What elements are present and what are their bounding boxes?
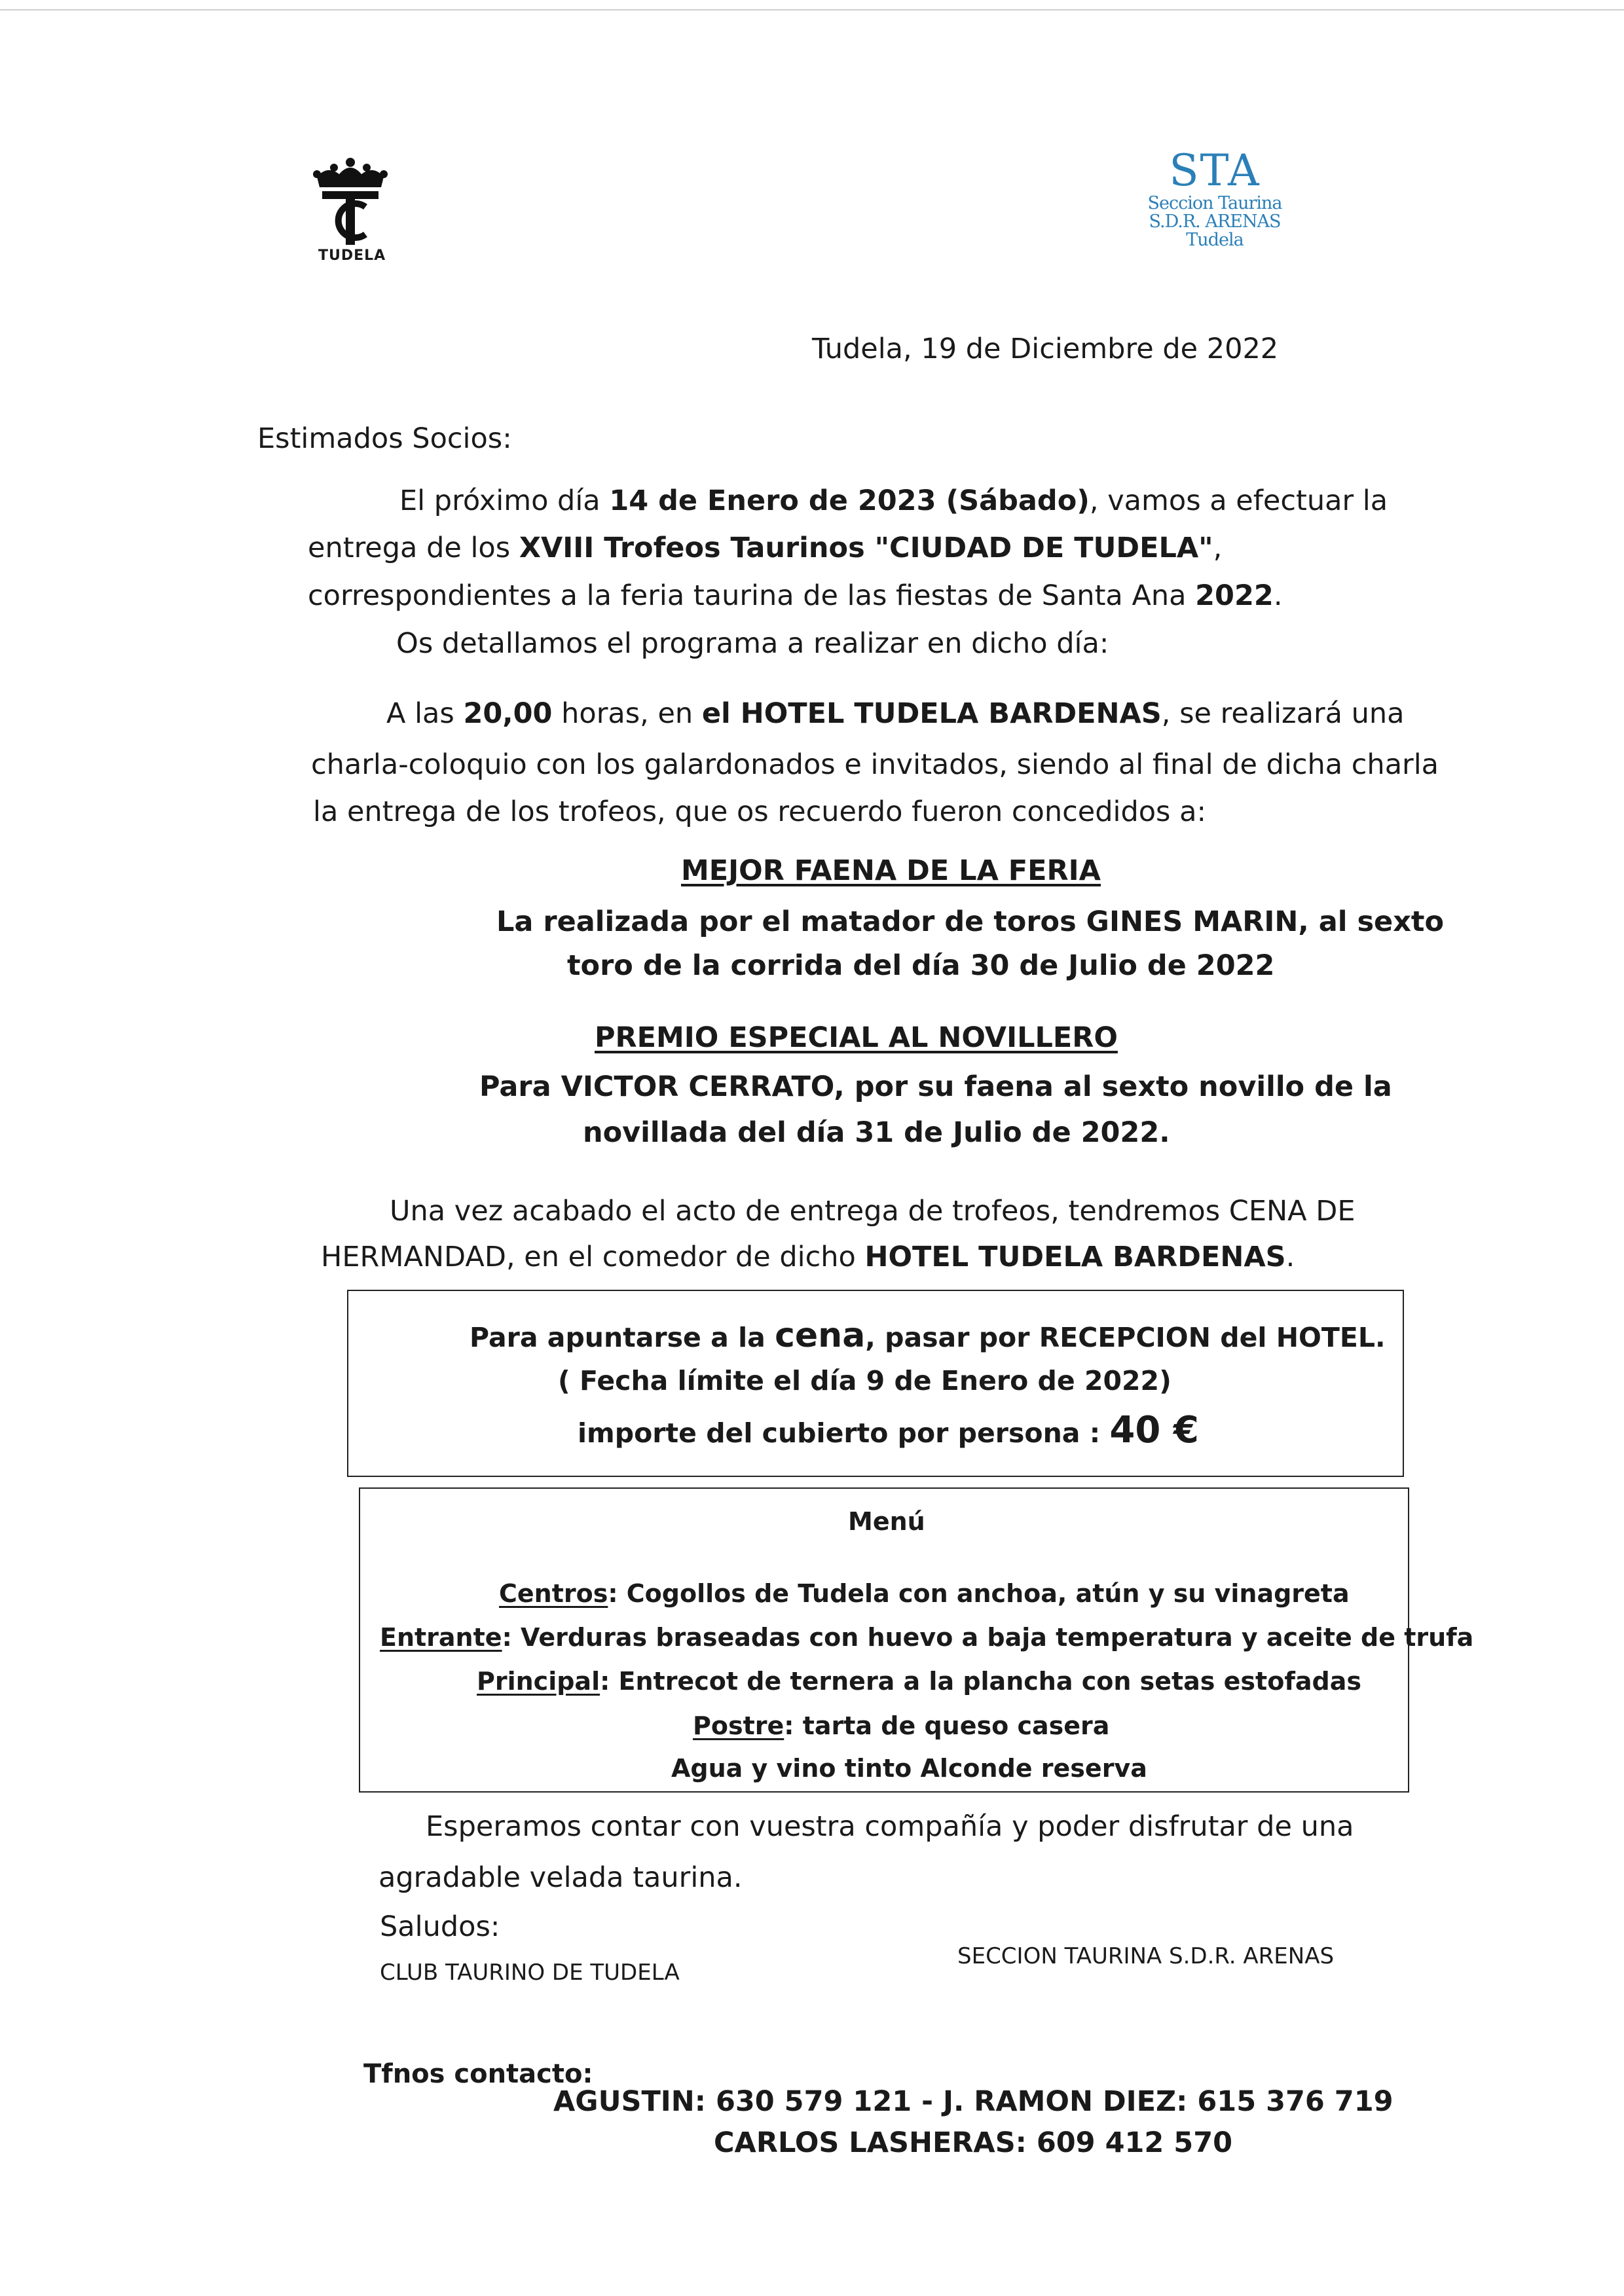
award2-line-2: novillada del día 31 de Julio de 2022. [583,1116,1170,1149]
p2-line-3: la entrega de los trofeos, que os recuerdo fueron concedidos a: [313,795,1206,828]
award1-title: MEJOR FAENA DE LA FERIA [681,854,1101,887]
contacts-line-2: CARLOS LASHERAS: 609 412 570 [714,2126,1233,2159]
dinner-line-2: ( Fecha límite el día 9 de Enero de 2022) [558,1365,1172,1396]
award2-line-1: Para VICTOR CERRATO, por su faena al sexto novillo de la [479,1070,1392,1103]
award1-line-2: toro de la corrida del día 30 de Julio de 2022 [567,949,1275,982]
menu-item-drinks: Agua y vino tinto Alconde reserva [671,1754,1147,1783]
award1-line-1: La realizada por el matador de toros GINES MARIN, al sexto [496,905,1445,938]
sta-line-2: S.D.R. ARENAS [1149,211,1281,232]
menu-item-postre: Postre: tarta de queso casera [693,1711,1110,1740]
date-line: Tudela, 19 de Diciembre de 2022 [812,333,1279,365]
p3-line-2: HERMANDAD, en el comedor de dicho HOTEL TUDELA BARDENAS. [321,1241,1295,1273]
p3-line-1: Una vez acabado el acto de entrega de trofeos, tendremos CENA DE [390,1195,1356,1228]
closing-line-2: agradable velada taurina. [378,1861,743,1894]
signature-right: SECCION TAURINA S.D.R. ARENAS [957,1943,1335,1969]
menu-item-entrante: Entrante: Verduras braseadas con huevo a baja temperatura y aceite de trufa [380,1623,1474,1652]
closing-line-1: Esperamos contar con vuestra compañía y poder disfrutar de una [426,1810,1354,1843]
signature-left: CLUB TAURINO DE TUDELA [380,1959,680,1986]
greeting: Estimados Socios: [257,422,512,455]
dinner-info-box [347,1290,1404,1477]
sta-mark: STA [1169,145,1261,196]
dinner-line-3: importe del cubierto por persona : 40 € [578,1409,1199,1451]
menu-title: Menú [848,1507,925,1536]
scan-edge-line [0,9,1624,10]
menu-item-principal: Principal: Entrecot de ternera a la plancha con setas estofadas [477,1667,1361,1696]
menu-box [359,1487,1474,1793]
p2-line-1: A las 20,00 horas, en el HOTEL TUDELA BARDENAS, se realizará una [386,697,1405,730]
p1-line-1: El próximo día 14 de Enero de 2023 (Sábado), vamos a efectuar la [399,484,1388,517]
sta-logo [1136,147,1293,249]
p1-line-3: correspondientes a la feria taurina de las fiestas de Santa Ana 2022. [308,579,1283,612]
p1-line-2: entrega de los XVIII Trofeos Taurinos "CIUDAD DE TUDELA", [308,532,1223,564]
contacts-title: Tfnos contacto: [363,2059,593,2089]
closing-line-3: Saludos: [380,1910,500,1943]
dinner-line-1: Para apuntarse a la cena, pasar por RECEPCION del HOTEL. [470,1316,1386,1355]
award2-title: PREMIO ESPECIAL AL NOVILLERO [595,1021,1118,1054]
crown-tc-icon [308,157,393,249]
sta-line-3: Tudela [1186,230,1244,250]
contacts-line-1: AGUSTIN: 630 579 121 - J. RAMON DIEZ: 615 376 719 [553,2085,1393,2118]
sta-line-1: Seccion Taurina [1147,193,1282,213]
p2-line-2: charla-coloquio con los galardonados e invitados, siendo al final de dicha charla [311,748,1439,781]
p1-line-4: Os detallamos el programa a realizar en dicho día: [396,627,1109,660]
logo-left-text: TUDELA [318,247,386,264]
menu-item-centros: Centros: Cogollos de Tudela con anchoa, atún y su vinagreta [499,1579,1350,1608]
